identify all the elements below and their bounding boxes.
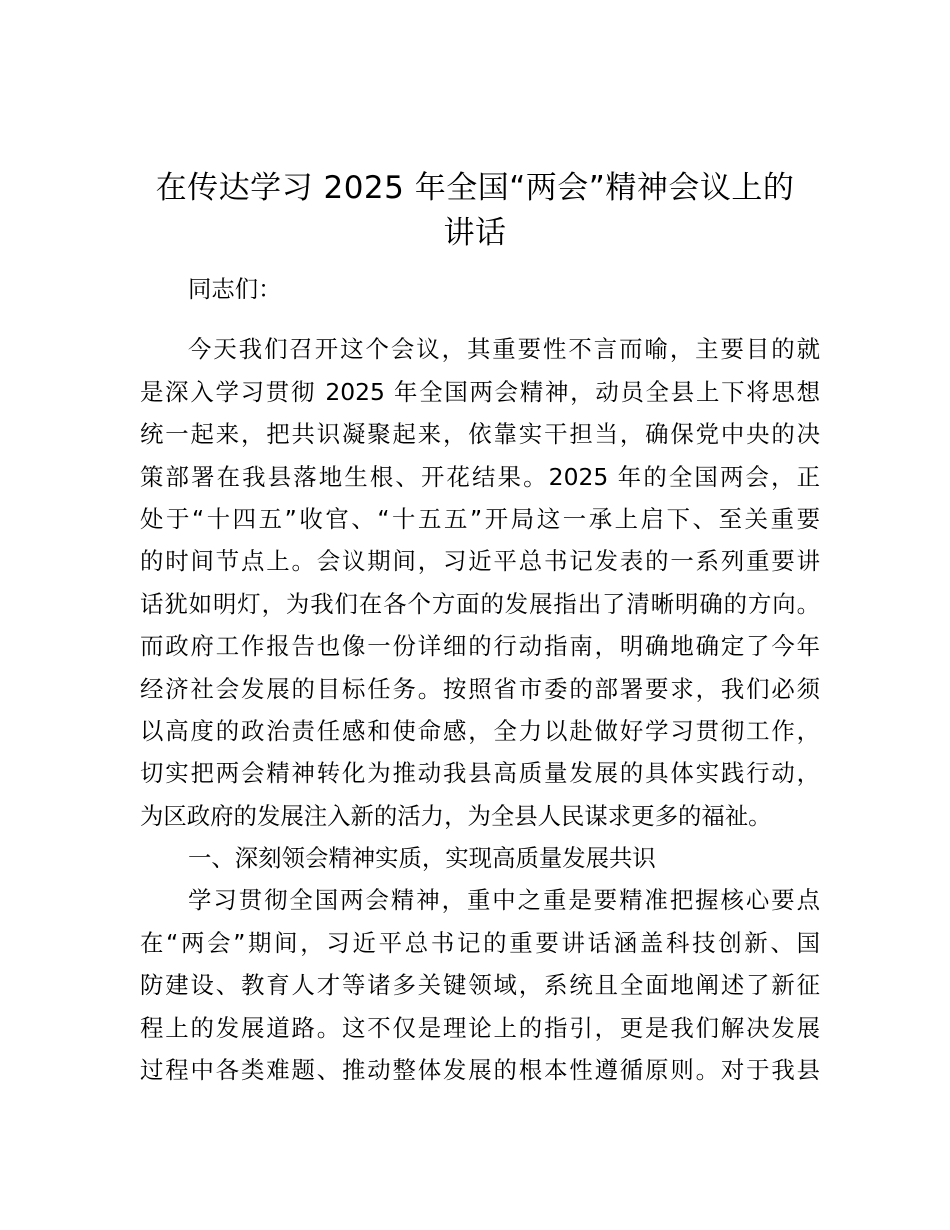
paragraph-line: 的时间节点上。会议期间，习近平总书记发表的一系列重要讲 <box>140 547 820 576</box>
paragraph-line: 防建设、教育人才等诸多关键领域，系统且全面地阐述了新征 <box>140 971 820 1000</box>
paragraph-line: 为区政府的发展注入新的活力，为全县人民谋求更多的福祉。 <box>140 801 772 830</box>
paragraph-line: 话犹如明灯，为我们在各个方面的发展指出了清晰明确的方向。 <box>140 589 820 618</box>
paragraph-line: 学习贯彻全国两会精神，重中之重是要精准把握核心要点 <box>188 886 820 915</box>
paragraph-line: 切实把两会精神转化为推动我县高质量发展的具体实践行动， <box>140 759 820 788</box>
document-body <box>140 268 820 1091</box>
paragraph-line: 以高度的政治责任感和使命感，全力以赴做好学习贯彻工作， <box>140 716 820 745</box>
paragraph-line: 在“两会”期间，习近平总书记的重要讲话涵盖科技创新、国 <box>140 928 820 957</box>
paragraph-2 <box>140 879 820 1091</box>
salutation: 同志们： <box>188 275 282 303</box>
paragraph-line: 今天我们召开这个会议，其重要性不言而喻，主要目的就 <box>188 335 820 364</box>
paragraph-line: 过程中各类难题、推动整体发展的根本性遵循原则。对于我县 <box>140 1056 820 1085</box>
paragraph-line: 策部署在我县落地生根、开花结果。2025 年的全国两会，正 <box>140 462 820 491</box>
paragraph-line: 而政府工作报告也像一份详细的行动指南，明确地确定了今年 <box>140 632 820 661</box>
paragraph-line: 统一起来，把共识凝聚起来，依靠实干担当，确保党中央的决 <box>140 420 820 449</box>
section-heading-1: 一、深刻领会精神实质，实现高质量发展共识 <box>188 844 656 873</box>
document-title-line-2: 讲话 <box>443 215 507 251</box>
paragraph-line: 程上的发展道路。这不仅是理论上的指引，更是我们解决发展 <box>140 1013 820 1042</box>
paragraph-line: 经济社会发展的目标任务。按照省市委的部署要求，我们必须 <box>140 674 820 703</box>
paragraph-1 <box>140 328 820 837</box>
document-title-line-1: 在传达学习 2025 年全国“两会”精神会议上的 <box>155 170 795 206</box>
paragraph-line: 处于“十四五”收官、“十五五”开局这一承上启下、至关重要 <box>140 504 820 533</box>
paragraph-line: 是深入学习贯彻 2025 年全国两会精神，动员全县上下将思想 <box>140 377 820 406</box>
